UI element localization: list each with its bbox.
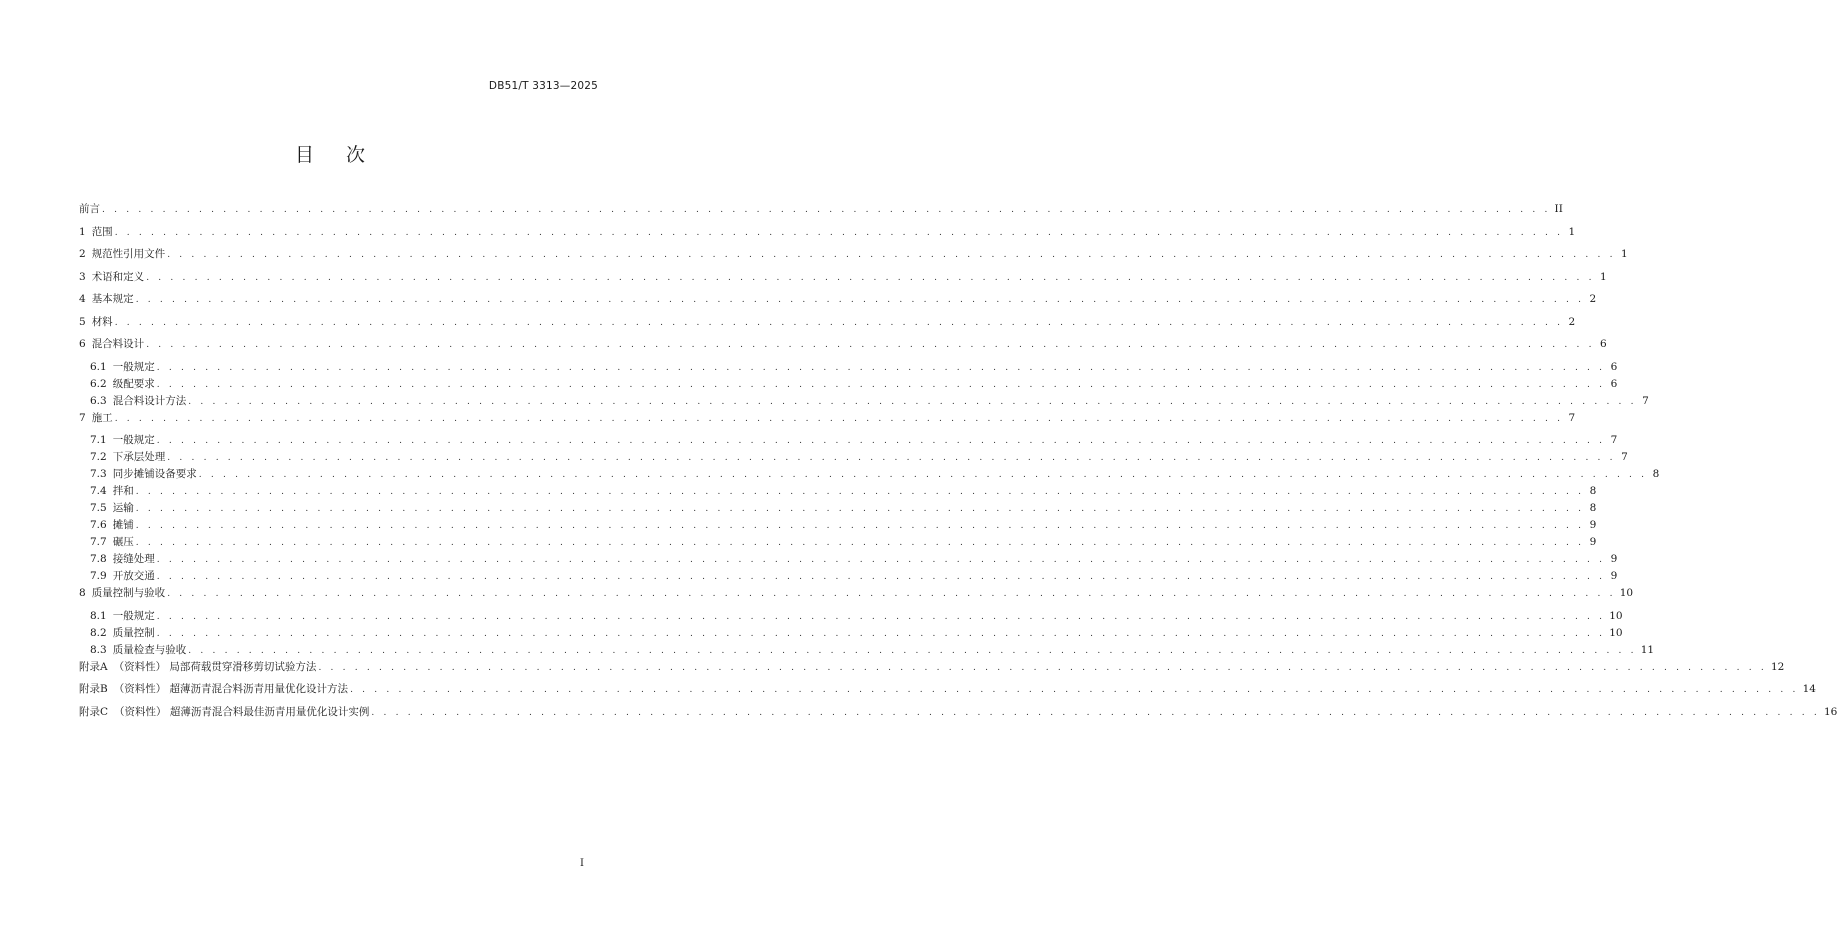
toc-entry-number: 6.3 <box>90 394 107 407</box>
toc-entry-text: 开放交通 <box>112 570 155 582</box>
toc-entry[interactable] <box>79 585 1634 608</box>
toc-page-number: 6 <box>1600 338 1607 350</box>
toc-page-number: 8 <box>1589 485 1597 497</box>
toc-entry-label <box>90 568 157 583</box>
toc-leader-dots: . . . . . . . . . . . . . . . . . . . . . . . . . . . . . . . . . . . . . . . . . . . . . . . . . . . . . . . . . . . . . . . . . . . . . . . . . . . . . . . . . . . . . . . . . . . . . . . . . . . . . . . . . . . . . . . . . . . . . . . . <box>318 662 1767 673</box>
toc-page-number: 8 <box>1589 502 1597 514</box>
toc-page-number: 9 <box>1589 519 1597 531</box>
toc-entry[interactable] <box>79 224 1576 247</box>
toc-entry[interactable] <box>79 704 1837 727</box>
toc-entry-number: 7.7 <box>90 536 107 548</box>
toc-entry-number: 7.3 <box>90 468 107 480</box>
toc-entry-label <box>90 393 188 408</box>
toc-entry-number: 7.4 <box>90 485 107 497</box>
toc-entry-label <box>90 608 157 623</box>
toc-entry-label <box>90 642 188 657</box>
toc-page-number: 6 <box>1610 377 1618 390</box>
toc-entry-text: 基本规定 <box>91 293 134 305</box>
toc-leader-dots: . . . . . . . . . . . . . . . . . . . . . . . . . . . . . . . . . . . . . . . . . . . . . . . . . . . . . . . . . . . . . . . . . . . . . . . . . . . . . . . . . . . . . . . . . . . . . . . . . . . . . . . . . . . . . . . . . . . . . . . . <box>156 572 1606 582</box>
toc-entry-text: 级配要求 <box>112 377 155 390</box>
toc-leader-dots: . . . . . . . . . . . . . . . . . . . . . . . . . . . . . . . . . . . . . . . . . . . . . . . . . . . . . . . . . . . . . . . . . . . . . . . . . . . . . . . . . . . . . . . . . . . . . . . . . . . . . . . . . . . . . . . . . . . . . . . . <box>114 227 1564 238</box>
toc-entry-label <box>90 432 157 447</box>
toc-entry[interactable] <box>79 681 1816 704</box>
toc-entry-number: 6.2 <box>90 377 107 390</box>
table-of-contents <box>79 201 1837 726</box>
toc-leader-dots: . . . . . . . . . . . . . . . . . . . . . . . . . . . . . . . . . . . . . . . . . . . . . . . . . . . . . . . . . . . . . . . . . . . . . . . . . . . . . . . . . . . . . . . . . . . . . . . . . . . . . . . . . . . . . . . . . . . . . . . . <box>114 317 1564 328</box>
toc-leader-dots: . . . . . . . . . . . . . . . . . . . . . . . . . . . . . . . . . . . . . . . . . . . . . . . . . . . . . . . . . . . . . . . . . . . . . . . . . . . . . . . . . . . . . . . . . . . . . . . . . . . . . . . . . . . . . . . . . . . . . . . . <box>156 628 1606 639</box>
toc-subentry[interactable] <box>79 551 1618 568</box>
toc-entry-text: 材料 <box>91 315 113 328</box>
toc-page-number: 11 <box>1640 643 1655 656</box>
toc-page-number: 10 <box>1609 626 1623 639</box>
toc-entry-label <box>79 410 115 425</box>
toc-subentry[interactable] <box>79 359 1618 376</box>
toc-entry-number: 7.9 <box>90 570 107 582</box>
toc-subentry[interactable] <box>79 432 1618 449</box>
toc-entry-label <box>90 551 157 566</box>
toc-leader-dots: . . . . . . . . . . . . . . . . . . . . . . . . . . . . . . . . . . . . . . . . . . . . . . . . . . . . . . . . . . . . . . . . . . . . . . . . . . . . . . . . . . . . . . . . . . . . . . . . . . . . . . . . . . . . . . . . . . . . . . . . <box>371 707 1820 718</box>
toc-page-number: 10 <box>1619 587 1634 599</box>
toc-entry-label <box>90 534 136 549</box>
toc-leader-dots: . . . . . . . . . . . . . . . . . . . . . . . . . . . . . . . . . . . . . . . . . . . . . . . . . . . . . . . . . . . . . . . . . . . . . . . . . . . . . . . . . . . . . . . . . . . . . . . . . . . . . . . . . . . . . . . . . . . . . . . . <box>156 362 1606 373</box>
toc-entry[interactable] <box>79 336 1607 359</box>
toc-subentry[interactable] <box>79 642 1655 659</box>
toc-entry-number: 6.1 <box>90 360 107 373</box>
toc-entry-number: 附录C <box>79 705 109 718</box>
title-char-1: 目 <box>294 144 316 166</box>
toc-entry-text: 碾压 <box>112 536 134 548</box>
toc-leader-dots: . . . . . . . . . . . . . . . . . . . . . . . . . . . . . . . . . . . . . . . . . . . . . . . . . . . . . . . . . . . . . . . . . . . . . . . . . . . . . . . . . . . . . . . . . . . . . . . . . . . . . . . . . . . . . . . . . . . . . . . . <box>156 436 1606 446</box>
toc-page-number: 8 <box>1652 468 1660 480</box>
toc-page-number: 7 <box>1610 434 1618 446</box>
toc-entry-number: 6 <box>79 338 86 350</box>
toc-leader-dots: . . . . . . . . . . . . . . . . . . . . . . . . . . . . . . . . . . . . . . . . . . . . . . . . . . . . . . . . . . . . . . . . . . . . . . . . . . . . . . . . . . . . . . . . . . . . . . . . . . . . . . . . . . . . . . . . . . . . . . . . <box>188 645 1637 656</box>
toc-page-number: 9 <box>1610 553 1618 565</box>
toc-entry-number: 7 <box>79 411 86 424</box>
toc-entry[interactable] <box>79 269 1607 292</box>
toc-entry-label <box>79 336 146 351</box>
toc-leader-dots: . . . . . . . . . . . . . . . . . . . . . . . . . . . . . . . . . . . . . . . . . . . . . . . . . . . . . . . . . . . . . . . . . . . . . . . . . . . . . . . . . . . . . . . . . . . . . . . . . . . . . . . . . . . . . . . . . . . . . . . . <box>167 250 1616 260</box>
page-title <box>0 140 662 167</box>
toc-entry-number: 附录B <box>79 683 108 695</box>
toc-entry-label <box>79 201 102 216</box>
toc-entry[interactable] <box>79 201 1563 224</box>
toc-entry-text: 下承层处理 <box>112 451 166 463</box>
toc-leader-dots: . . . . . . . . . . . . . . . . . . . . . . . . . . . . . . . . . . . . . . . . . . . . . . . . . . . . . . . . . . . . . . . . . . . . . . . . . . . . . . . . . . . . . . . . . . . . . . . . . . . . . . . . . . . . . . . . . . . . . . . . <box>156 611 1606 622</box>
toc-subentry[interactable] <box>79 625 1623 642</box>
toc-page-number: 6 <box>1610 360 1618 373</box>
toc-leader-dots: . . . . . . . . . . . . . . . . . . . . . . . . . . . . . . . . . . . . . . . . . . . . . . . . . . . . . . . . . . . . . . . . . . . . . . . . . . . . . . . . . . . . . . . . . . . . . . . . . . . . . . . . . . . . . . . . . . . . . . . . <box>135 295 1585 305</box>
toc-page-number: 12 <box>1770 660 1785 673</box>
toc-subentry[interactable] <box>79 500 1597 517</box>
toc-entry-text: 质量控制 <box>112 626 155 639</box>
toc-entry-label <box>79 314 115 329</box>
toc-entry-text: 术语和定义 <box>91 270 145 283</box>
toc-entry-number: 1 <box>79 225 86 238</box>
toc-entry-text: 接缝处理 <box>112 553 155 565</box>
toc-subentry[interactable] <box>79 393 1649 410</box>
toc-entry-text: （资料性） 超薄沥青混合料最佳沥青用量优化设计实例 <box>114 705 370 718</box>
toc-subentry[interactable] <box>79 466 1660 483</box>
toc-entry-text: 施工 <box>91 411 113 424</box>
toc-entry-number: 8 <box>79 587 86 599</box>
toc-subentry[interactable] <box>79 608 1623 625</box>
toc-entry-label <box>90 517 136 532</box>
toc-page-number: 7 <box>1568 411 1576 424</box>
toc-entry[interactable] <box>79 410 1576 433</box>
toc-page-number: 16 <box>1823 705 1837 718</box>
toc-entry-text: 质量检查与验收 <box>112 643 187 656</box>
toc-entry-label <box>90 466 199 481</box>
toc-page-number: 9 <box>1589 536 1597 548</box>
toc-page-number: 7 <box>1621 451 1628 463</box>
toc-leader-dots: . . . . . . . . . . . . . . . . . . . . . . . . . . . . . . . . . . . . . . . . . . . . . . . . . . . . . . . . . . . . . . . . . . . . . . . . . . . . . . . . . . . . . . . . . . . . . . . . . . . . . . . . . . . . . . . . . . . . . . . . <box>102 205 1551 215</box>
toc-leader-dots: . . . . . . . . . . . . . . . . . . . . . . . . . . . . . . . . . . . . . . . . . . . . . . . . . . . . . . . . . . . . . . . . . . . . . . . . . . . . . . . . . . . . . . . . . . . . . . . . . . . . . . . . . . . . . . . . . . . . . . . . <box>114 413 1564 424</box>
toc-leader-dots: . . . . . . . . . . . . . . . . . . . . . . . . . . . . . . . . . . . . . . . . . . . . . . . . . . . . . . . . . . . . . . . . . . . . . . . . . . . . . . . . . . . . . . . . . . . . . . . . . . . . . . . . . . . . . . . . . . . . . . . . <box>198 470 1648 480</box>
toc-leader-dots: . . . . . . . . . . . . . . . . . . . . . . . . . . . . . . . . . . . . . . . . . . . . . . . . . . . . . . . . . . . . . . . . . . . . . . . . . . . . . . . . . . . . . . . . . . . . . . . . . . . . . . . . . . . . . . . . . . . . . . . . <box>156 379 1606 390</box>
toc-page-number: 1 <box>1621 248 1628 260</box>
toc-entry-label <box>79 269 146 284</box>
toc-entry-number: 8.2 <box>90 626 107 639</box>
toc-entry-text: 一般规定 <box>112 360 155 373</box>
toc-entry-number: 7.6 <box>90 519 107 531</box>
toc-leader-dots: . . . . . . . . . . . . . . . . . . . . . . . . . . . . . . . . . . . . . . . . . . . . . . . . . . . . . . . . . . . . . . . . . . . . . . . . . . . . . . . . . . . . . . . . . . . . . . . . . . . . . . . . . . . . . . . . . . . . . . . . <box>135 504 1585 514</box>
toc-page-number: 10 <box>1609 609 1623 622</box>
toc-subentry[interactable] <box>79 534 1597 551</box>
toc-entry-label <box>90 376 157 391</box>
document-code: DB51/T 3313—2025 <box>488 80 598 92</box>
toc-leader-dots: . . . . . . . . . . . . . . . . . . . . . . . . . . . . . . . . . . . . . . . . . . . . . . . . . . . . . . . . . . . . . . . . . . . . . . . . . . . . . . . . . . . . . . . . . . . . . . . . . . . . . . . . . . . . . . . . . . . . . . . . <box>146 340 1595 350</box>
toc-entry-number: 2 <box>79 248 86 260</box>
toc-entry-number: 4 <box>79 293 86 305</box>
toc-entry-label <box>90 500 136 515</box>
toc-entry-text: （资料性） 局部荷载贯穿滑移剪切试验方法 <box>113 660 317 673</box>
toc-entry-text: 运输 <box>112 502 134 514</box>
toc-entry-number: 7.5 <box>90 502 107 514</box>
toc-entry-number: 5 <box>79 315 86 328</box>
toc-entry-label <box>90 359 157 374</box>
toc-subentry[interactable] <box>79 568 1618 585</box>
toc-entry-label <box>79 681 350 696</box>
toc-entry-text: 质量控制与验收 <box>91 587 166 599</box>
toc-leader-dots: . . . . . . . . . . . . . . . . . . . . . . . . . . . . . . . . . . . . . . . . . . . . . . . . . . . . . . . . . . . . . . . . . . . . . . . . . . . . . . . . . . . . . . . . . . . . . . . . . . . . . . . . . . . . . . . . . . . . . . . . <box>146 272 1595 283</box>
toc-entry-number: 7.2 <box>90 451 107 463</box>
toc-page-number: 2 <box>1589 293 1597 305</box>
toc-leader-dots: . . . . . . . . . . . . . . . . . . . . . . . . . . . . . . . . . . . . . . . . . . . . . . . . . . . . . . . . . . . . . . . . . . . . . . . . . . . . . . . . . . . . . . . . . . . . . . . . . . . . . . . . . . . . . . . . . . . . . . . . <box>167 589 1616 599</box>
toc-entry-number: 3 <box>79 270 86 283</box>
toc-page-number: 14 <box>1802 683 1816 695</box>
toc-entry-label <box>90 449 167 464</box>
page-number: I <box>580 858 584 869</box>
toc-entry-text: 混合料设计 <box>91 338 145 350</box>
toc-entry-text: （资料性） 超薄沥青混合料沥青用量优化设计方法 <box>113 683 349 695</box>
toc-leader-dots: . . . . . . . . . . . . . . . . . . . . . . . . . . . . . . . . . . . . . . . . . . . . . . . . . . . . . . . . . . . . . . . . . . . . . . . . . . . . . . . . . . . . . . . . . . . . . . . . . . . . . . . . . . . . . . . . . . . . . . . . <box>188 396 1637 407</box>
toc-entry[interactable] <box>79 291 1597 314</box>
toc-page-number: 2 <box>1568 315 1576 328</box>
toc-entry-text: 混合料设计方法 <box>112 394 187 407</box>
toc-entry-label <box>79 585 167 600</box>
toc-entry-number: 7.1 <box>90 434 107 446</box>
toc-subentry[interactable] <box>79 376 1618 393</box>
toc-leader-dots: . . . . . . . . . . . . . . . . . . . . . . . . . . . . . . . . . . . . . . . . . . . . . . . . . . . . . . . . . . . . . . . . . . . . . . . . . . . . . . . . . . . . . . . . . . . . . . . . . . . . . . . . . . . . . . . . . . . . . . . . <box>135 521 1585 531</box>
toc-entry-text: 规范性引用文件 <box>91 248 166 260</box>
toc-entry-number: 附录A <box>79 660 108 673</box>
toc-entry-number: 8.3 <box>90 643 107 656</box>
toc-entry[interactable] <box>79 314 1576 337</box>
toc-entry-text: 一般规定 <box>112 609 155 622</box>
toc-subentry[interactable] <box>79 449 1628 466</box>
toc-leader-dots: . . . . . . . . . . . . . . . . . . . . . . . . . . . . . . . . . . . . . . . . . . . . . . . . . . . . . . . . . . . . . . . . . . . . . . . . . . . . . . . . . . . . . . . . . . . . . . . . . . . . . . . . . . . . . . . . . . . . . . . . <box>350 685 1799 695</box>
toc-subentry[interactable] <box>79 517 1597 534</box>
toc-subentry[interactable] <box>79 483 1597 500</box>
toc-page-number: II <box>1554 203 1563 215</box>
toc-entry-text: 拌和 <box>112 485 134 497</box>
title-char-2: 次 <box>346 144 368 166</box>
toc-leader-dots: . . . . . . . . . . . . . . . . . . . . . . . . . . . . . . . . . . . . . . . . . . . . . . . . . . . . . . . . . . . . . . . . . . . . . . . . . . . . . . . . . . . . . . . . . . . . . . . . . . . . . . . . . . . . . . . . . . . . . . . . <box>135 538 1585 548</box>
toc-entry-label <box>79 704 371 719</box>
toc-entry-label <box>79 224 115 239</box>
toc-entry-text: 摊铺 <box>112 519 134 531</box>
toc-page-number: 1 <box>1600 270 1607 283</box>
toc-entry-number: 7.8 <box>90 553 107 565</box>
toc-entry-text: 同步摊铺设备要求 <box>112 468 197 480</box>
toc-entry-label <box>79 246 167 261</box>
toc-entry-label <box>90 625 157 640</box>
toc-entry-text: 一般规定 <box>112 434 155 446</box>
toc-entry-text: 前言 <box>79 203 100 215</box>
toc-leader-dots: . . . . . . . . . . . . . . . . . . . . . . . . . . . . . . . . . . . . . . . . . . . . . . . . . . . . . . . . . . . . . . . . . . . . . . . . . . . . . . . . . . . . . . . . . . . . . . . . . . . . . . . . . . . . . . . . . . . . . . . . <box>167 453 1616 463</box>
toc-entry[interactable] <box>79 659 1785 682</box>
toc-entry-number: 8.1 <box>90 609 107 622</box>
toc-entry-text: 范围 <box>91 225 113 238</box>
toc-page-number: 7 <box>1642 394 1649 407</box>
toc-page-number: 9 <box>1610 570 1618 582</box>
toc-leader-dots: . . . . . . . . . . . . . . . . . . . . . . . . . . . . . . . . . . . . . . . . . . . . . . . . . . . . . . . . . . . . . . . . . . . . . . . . . . . . . . . . . . . . . . . . . . . . . . . . . . . . . . . . . . . . . . . . . . . . . . . . <box>135 487 1585 497</box>
toc-page-number: 1 <box>1568 225 1576 238</box>
toc-entry-label <box>79 291 136 306</box>
toc-entry-label <box>79 659 318 674</box>
toc-entry-label <box>90 483 136 498</box>
toc-entry[interactable] <box>79 246 1628 269</box>
toc-leader-dots: . . . . . . . . . . . . . . . . . . . . . . . . . . . . . . . . . . . . . . . . . . . . . . . . . . . . . . . . . . . . . . . . . . . . . . . . . . . . . . . . . . . . . . . . . . . . . . . . . . . . . . . . . . . . . . . . . . . . . . . . <box>156 555 1606 565</box>
